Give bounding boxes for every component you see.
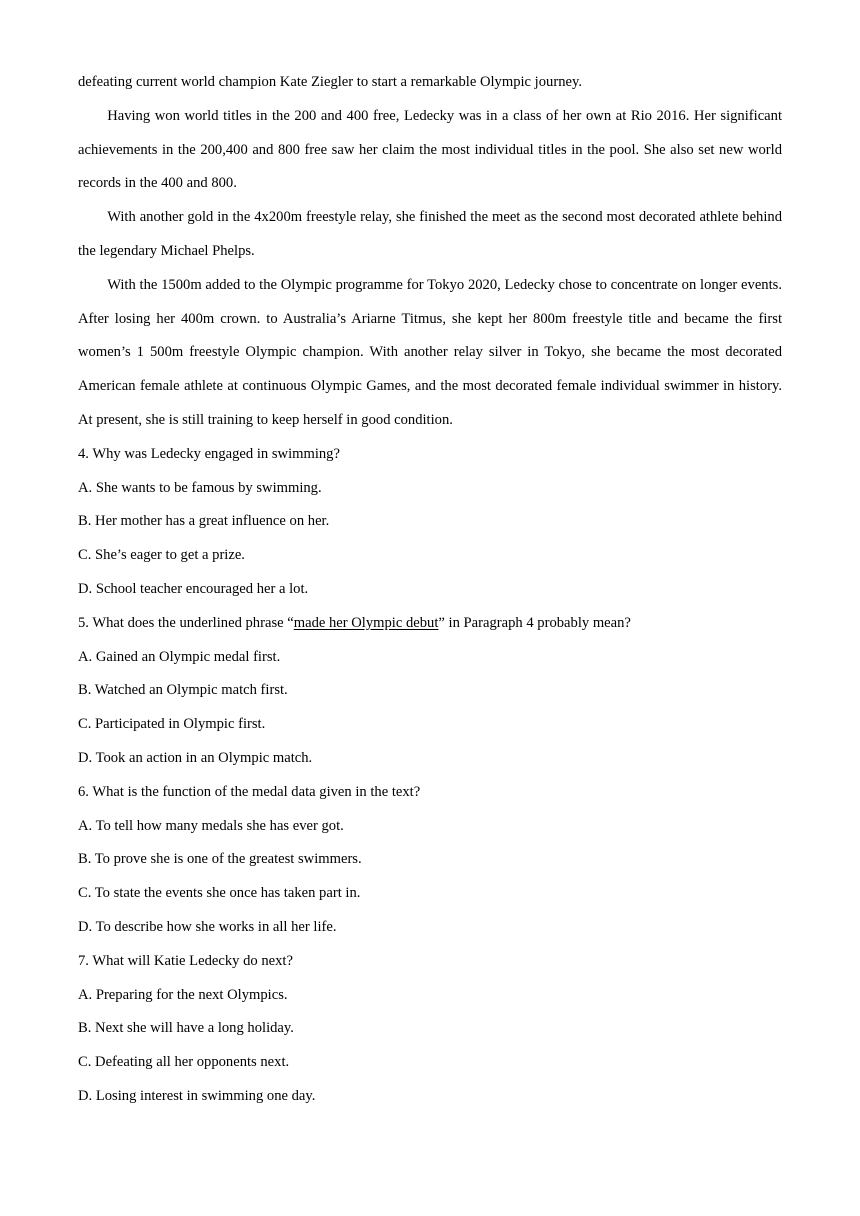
question-6-option-a: A. To tell how many medals she has ever got. — [78, 817, 344, 834]
question-7-option-b: B. Next she will have a long holiday. — [78, 1020, 294, 1037]
question-5-stem-end: ” in Paragraph 4 probably mean? — [438, 614, 631, 631]
question-5 — [78, 607, 782, 776]
question-6 — [78, 776, 782, 945]
question-4 — [78, 438, 782, 607]
question-5-option-a: A. Gained an Olympic medal first. — [78, 648, 281, 665]
question-7-option-c: C. Defeating all her opponents next. — [78, 1054, 290, 1071]
passage-paragraph-3: With another gold in the 4x200m freestyle relay, she finished the meet as the second most decorated athlete behind the legendary Michael Phelps. — [78, 209, 782, 259]
question-5-option-d: D. Took an action in an Olympic match. — [78, 749, 313, 766]
passage-paragraph-1: defeating current world champion Kate Ziegler to start a remarkable Olympic journey. — [78, 74, 582, 90]
question-6-stem: 6. What is the function of the medal data given in the text? — [78, 783, 421, 800]
question-7-option-d: D. Losing interest in swimming one day. — [78, 1087, 316, 1104]
question-4-option-b: B. Her mother has a great influence on her. — [78, 513, 330, 530]
question-6-option-c: C. To state the events she once has taken part in. — [78, 885, 361, 902]
question-4-option-d: D. School teacher encouraged her a lot. — [78, 580, 309, 597]
question-7-option-a: A. Preparing for the next Olympics. — [78, 986, 288, 1003]
underlined-phrase: made her Olympic debut — [293, 614, 439, 631]
question-7-stem: 7. What will Katie Ledecky do next? — [78, 952, 293, 969]
question-4-option-c: C. She’s eager to get a prize. — [78, 547, 245, 564]
question-6-option-b: B. To prove she is one of the greatest swimmers. — [78, 851, 362, 868]
question-5-stem-start: 5. What does the underlined phrase “ — [78, 614, 294, 631]
question-4-stem: 4. Why was Ledecky engaged in swimming? — [78, 445, 340, 462]
passage-paragraph-4: With the 1500m added to the Olympic programme for Tokyo 2020, Ledecky chose to concentrate on longer events. After losing her 400m crown. to Australia’s Ariarne Titmus, she kept her 800m freestyle title and became the first women’s 1 500m freestyle Olympic champion. With another relay silver in Tokyo, she became the most decorated American female athlete at continuous Olympic Games, and the most decorated female individual swimmer in history. At present, she is still training to keep herself in good condition. — [78, 276, 782, 428]
question-5-stem — [78, 607, 782, 641]
document-page — [78, 66, 782, 1114]
question-6-option-d: D. To describe how she works in all her life. — [78, 918, 337, 935]
question-7 — [78, 945, 782, 1114]
passage-paragraph-2: Having won world titles in the 200 and 400 free, Ledecky was in a class of her own at Rio 2016. Her significant achievements in the 200,400 and 800 free saw her claim the most individual titles in the pool. She also set new world records in the 400 and 800. — [78, 107, 782, 192]
question-5-option-b: B. Watched an Olympic match first. — [78, 682, 288, 699]
question-5-option-c: C. Participated in Olympic first. — [78, 716, 266, 733]
question-4-option-a: A. She wants to be famous by swimming. — [78, 479, 322, 496]
